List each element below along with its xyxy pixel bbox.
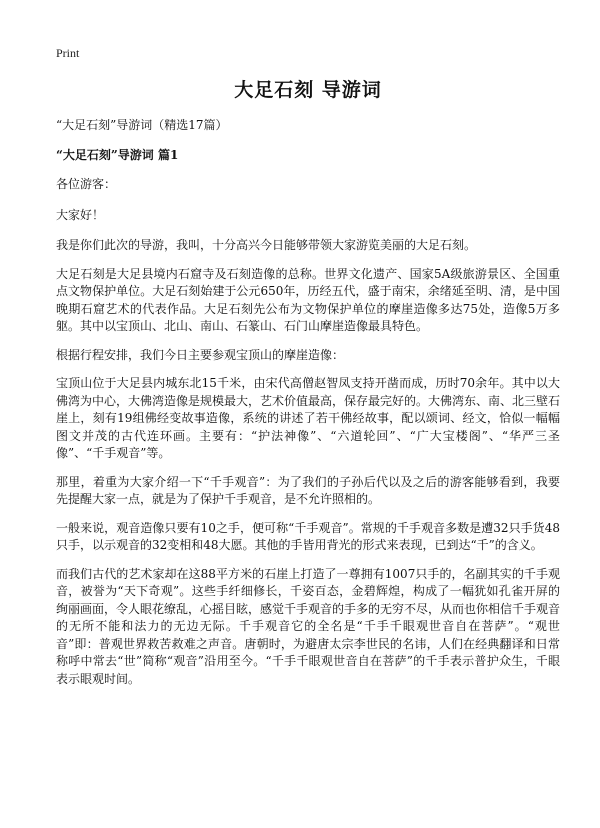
paragraph-guanyin-hands: 一般来说，观音造像只要有10之手，便可称“千手观音”。常规的千手观音多数是遭32只手货48只手，以示观音的32变相和48大愿。其他的手皆用背光的形式来表现，已到达“千”的含义。 [56, 520, 560, 552]
paragraph-hello: 大家好！ [56, 207, 105, 222]
paragraph-guanyin-notice: 那里，着重为大家介绍一下“千手观音”：为了我们的子孙后代以及之后的游客能够看到，我要先提醒大家一点，就是为了保护千手观音，是不允许照相的。 [56, 474, 560, 506]
paragraph-guanyin-detail: 而我们古代的艺术家却在这88平方米的石崖上打造了一尊拥有1007只手的，名副其实的千手观音，被誉为“天下奇观”。这些手纤细修长，千姿百态，金碧辉煌，构成了一幅犹如孔雀开屏的绚丽画面，令人眼花缭乱，心摇目眩，感觉千手观音的手多的无穷不尽，从而也你相信千手观音的无所不能和法力的无边无际。千手观音它的全名是“千手千眼观世音自在菩萨”。“观世音”即：普观世界救苦救难之声音。唐朝时，为避唐太宗李世民的名讳，人们在经典翻译和日常称呼中常去“世”简称“观音”沿用至今。“千手千眼观世音自在菩萨”的千手表示普护众生，千眼表示眼观时间。 [56, 566, 561, 686]
document-title: 大足石刻 导游词 [234, 79, 382, 101]
print-link[interactable]: Print [56, 46, 80, 60]
section-heading: “大足石刻”导游词 篇1 [56, 148, 179, 162]
paragraph-overview: 大足石刻是大足县境内石窟寺及石刻造像的总称。世界文化遗产、国家5A级旅游景区、全国重点文物保护单位。大足石刻始建于公元650年，历经五代，盛于南宋，余绪延至明、清，是中国晚期石窟艺术的代表作品。大足石刻先公布为文物保护单位的摩崖造像多达75处，造像5万多躯。其中以宝顶山、北山、南山、石篆山、石门山摩崖造像最具特色。 [56, 266, 560, 333]
paragraph-baodingshan: 宝顶山位于大足县内城东北15千米，由宋代高僧赵智凤支持开凿而成，历时70余年。其中以大佛湾为中心，大佛湾造像是规模最大，艺术价值最高，保存最完好的。大佛湾东、南、北三壁石崖上，刻有19组佛经变故事造像，系统的讲述了若干佛经故事，配以颂词、经文，恰似一幅幅图文并茂的古代连环画。主要有：“护法神像”、“六道轮回”、“广大宝楼阁”、“华严三圣像”、“千手观音”等。 [56, 376, 561, 460]
document-subtitle: “大足石刻”导游词（精选17篇） [56, 118, 228, 132]
paragraph-greeting: 各位游客： [56, 177, 117, 191]
paragraph-intro: 我是你们此次的导游，我叫，十分高兴今日能够带领大家游览美丽的大足石刻。 [56, 238, 477, 252]
paragraph-itinerary: 根据行程安排，我们今日主要参观宝顶山的摩崖造像： [56, 347, 345, 362]
